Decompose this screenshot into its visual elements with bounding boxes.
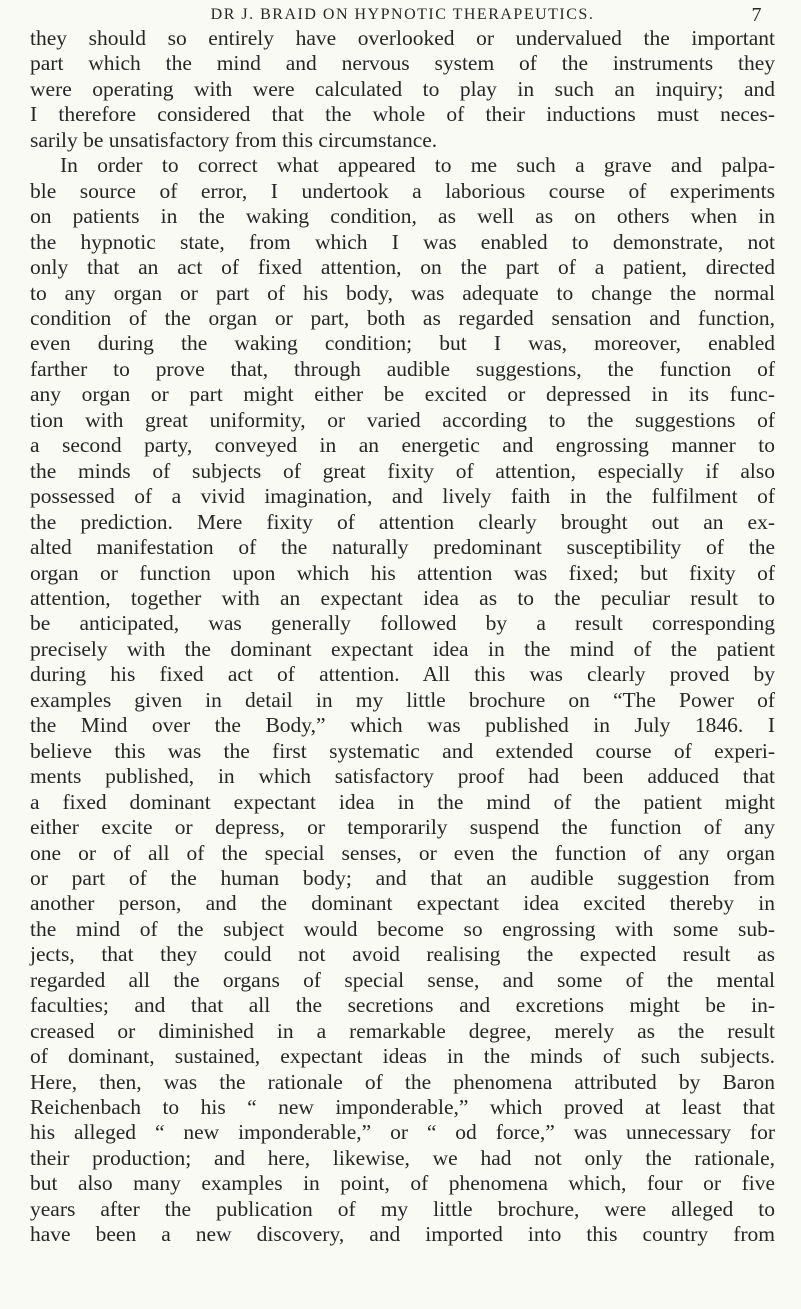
body-text [30,26,775,1248]
text-line: the prediction. Mere fixity of attention clearly brought out an ex- [30,509,775,534]
text-line: faculties; and that all the secretions and excretions might be in- [30,993,775,1018]
text-line: only that an act of fixed attention, on the part of a patient, directed [30,255,775,280]
text-line: were operating with were calculated to play in such an inquiry; and [30,76,775,101]
text-line: a second party, conveyed in an energetic and engrossing manner to [30,433,775,458]
text-line: creased or diminished in a remarkable degree, merely as the result [30,1018,775,1043]
text-line: alted manifestation of the naturally predominant susceptibility of the [30,535,775,560]
text-line: farther to prove that, through audible suggestions, the function of [30,356,775,381]
text-line: they should so entirely have overlooked or undervalued the important [30,26,775,50]
book-page [30,0,775,1309]
text-line: jects, that they could not avoid realising the expected result as [30,942,775,967]
text-line: part which the mind and nervous system of the instruments they [30,51,775,76]
text-line: during his fixed act of attention. All this was clearly proved by [30,662,775,687]
text-line: sarily be unsatisfactory from this circumstance. [30,127,438,152]
text-line: regarded all the organs of special sense, and some of the mental [30,967,775,992]
text-line: Reichenbach to his “ new imponderable,” which proved at least that [30,1095,775,1120]
text-line: years after the publication of my little brochure, were alleged to [30,1196,775,1221]
text-line: but also many examples in point, of phenomena which, four or five [30,1171,775,1196]
text-line: of dominant, sustained, expectant ideas in the minds of such subjects. [30,1044,775,1069]
text-line: possessed of a vivid imagination, and lively faith in the fulfilment of [30,484,775,509]
text-line: to any organ or part of his body, was adequate to change the normal [30,280,775,305]
text-line: precisely with the dominant expectant idea in the mind of the patient [30,636,775,661]
text-line: on patients in the waking condition, as well as on others when in [30,204,775,229]
text-line: tion with great uniformity, or varied according to the suggestions of [30,407,775,432]
text-line: the mind of the subject would become so engrossing with some sub- [30,916,775,941]
text-line: his alleged “ new imponderable,” or “ od force,” was unnecessary for [30,1120,775,1145]
text-line: examples given in detail in my little brochure on “The Power of [30,687,775,712]
text-line: a fixed dominant expectant idea in the mind of the patient might [30,789,775,814]
text-line: one or of all of the special senses, or even the function of any organ [30,840,775,865]
text-line: the minds of subjects of great fixity of attention, especially if also [30,458,775,483]
text-line: condition of the organ or part, both as regarded sensation and function, [30,305,775,330]
text-line: In order to correct what appeared to me such a grave and palpa- [60,153,775,178]
text-line: ble source of error, I undertook a laborious course of experiments [30,178,775,203]
text-line: have been a new discovery, and imported into this country from [30,1222,775,1247]
page-number: 7 [751,4,763,26]
text-line: the Mind over the Body,” which was published in July 1846. I [30,713,775,738]
text-line: be anticipated, was generally followed by a result corresponding [30,611,775,636]
text-line: ments published, in which satisfactory proof had been adduced that [30,764,775,789]
text-line: Here, then, was the rationale of the phenomena attributed by Baron [30,1069,775,1094]
text-line: either excite or depress, or temporarily suspend the function of any [30,815,775,840]
text-line: or part of the human body; and that an audible suggestion from [30,865,775,890]
text-line: the hypnotic state, from which I was enabled to demonstrate, not [30,229,775,254]
running-title: DR J. BRAID ON HYPNOTIC THERAPEUTICS. [210,6,595,23]
text-line: I therefore considered that the whole of their inductions must neces- [30,102,775,127]
text-line: even during the waking condition; but I was, moreover, enabled [30,331,775,356]
text-line: any organ or part might either be excited or depressed in its func- [30,382,775,407]
text-line: another person, and the dominant expectant idea excited thereby in [30,891,775,916]
text-line: attention, together with an expectant idea as to the peculiar result to [30,585,775,610]
text-line: organ or function upon which his attention was fixed; but fixity of [30,560,775,585]
text-line: their production; and here, likewise, we had not only the rationale, [30,1145,775,1170]
text-line: believe this was the first systematic and extended course of experi- [30,738,775,763]
